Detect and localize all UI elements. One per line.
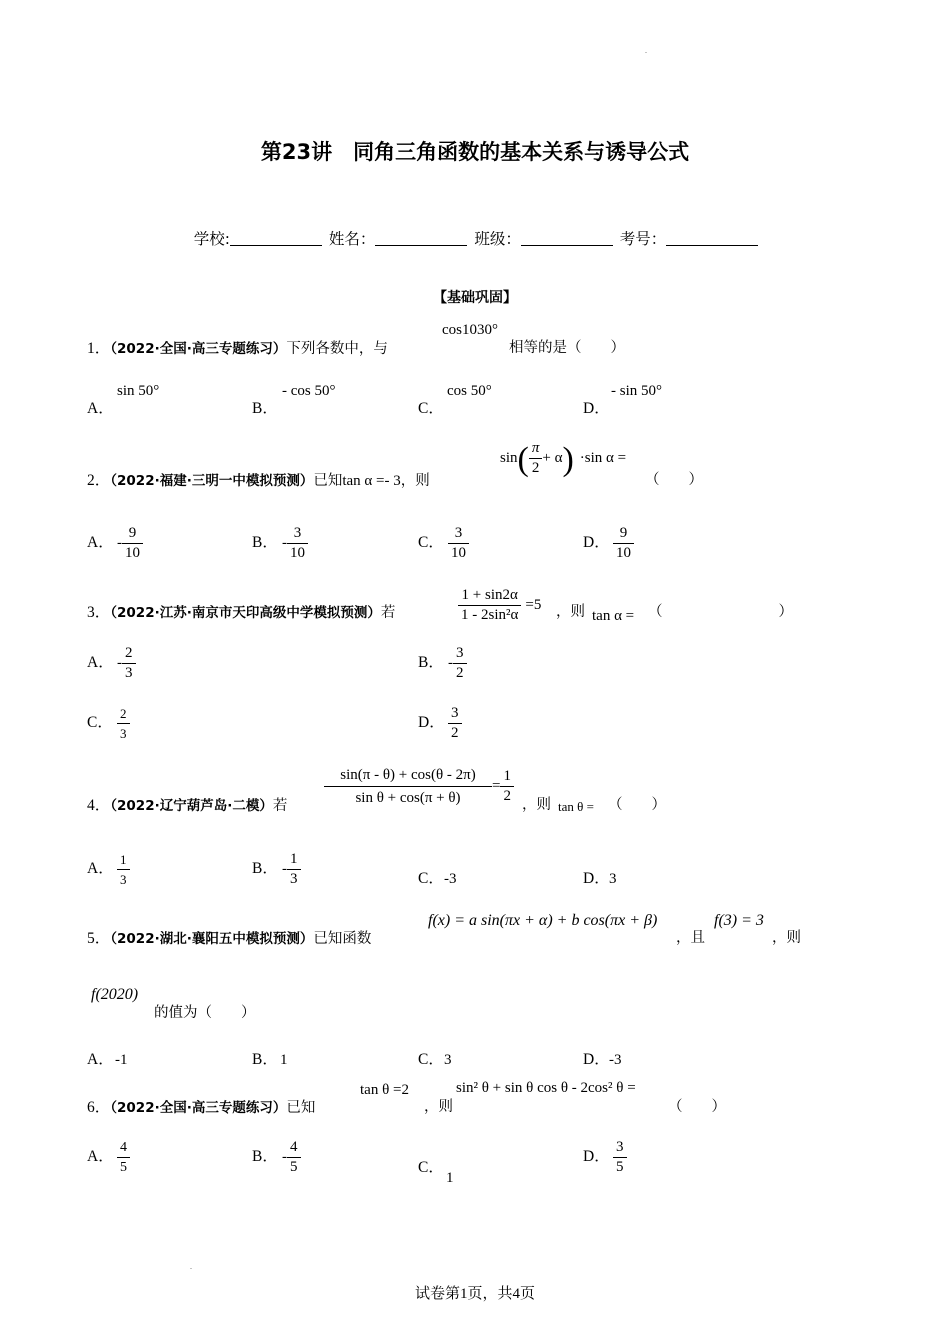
q4-rhs-num: 1 [500,767,514,787]
option-fraction [287,524,308,563]
q4-eq: = [492,777,501,794]
option-label: C． [418,870,444,887]
frac-den: 3 [120,872,127,887]
q4-rhs [500,767,514,806]
q6-option-a[interactable] [87,1138,130,1177]
q3-option-c[interactable] [87,704,130,743]
option-label: D． [583,1051,610,1068]
q6-stem-mid: ，则 [424,1099,453,1115]
q1-option-c-value: cos 50° [447,383,492,399]
q4-fraction [324,764,492,809]
frac-num: 1 [117,850,130,870]
q2-expression [500,439,626,479]
q5-option-d[interactable] [583,1047,622,1069]
question-stem: 已知 [286,1100,316,1116]
q6-option-b[interactable] [252,1138,301,1177]
q4-option-b[interactable] [252,850,301,889]
q4-rhs-den: 2 [503,788,511,804]
option-label: D． [583,400,610,417]
option-label: A． [87,860,114,878]
q3-fraction [458,586,521,625]
question-stem: 已知函数 [313,931,372,947]
q6-option-c[interactable] [418,1155,454,1186]
q2-given: tan α =- 3 [342,473,401,489]
q4-stem-after: （ ） [608,797,666,813]
option-label: D． [583,534,610,552]
question-5 [87,926,371,948]
name-label: 姓名： [328,230,376,248]
q2-func: sin [500,449,518,466]
option-fraction [117,704,130,743]
question-source: （2022·江苏·南京市天印高级中学模拟预测） [110,605,381,621]
exam-number-blank[interactable] [666,231,758,246]
question-6 [87,1095,315,1117]
option-sign: - [282,1149,287,1166]
option-sign: - [117,655,122,672]
frac-den: 5 [120,1160,127,1175]
school-label: 学校: [193,230,230,248]
q5-line2-expression: f(2020) [91,986,139,1003]
question-number: 5． [87,930,111,947]
q6-option-d[interactable] [583,1138,627,1177]
frac-num: 3 [287,524,308,544]
frac-num: 3 [448,524,469,544]
option-value: 3 [444,1052,452,1068]
option-label: D． [418,714,445,732]
q3-frac-num: 1 + sin2α [458,586,521,606]
option-fraction [117,850,130,889]
question-stem: 若 [272,798,288,814]
option-fraction [453,644,467,683]
question-stem: 下列各数中，与 [286,341,388,357]
section-heading: 【基础巩固】 [433,290,517,306]
q5-option-b[interactable] [252,1047,288,1069]
footer-dot: . [190,1262,192,1271]
page-title: 第23讲 同角三角函数的基本关系与诱导公式 [260,140,690,164]
frac-den: 3 [120,726,127,741]
frac-num: 2 [122,644,136,664]
q2-stem-mid: ，则 [400,473,430,489]
option-fraction [613,524,634,563]
q1-expression: cos1030° [442,322,498,338]
corner-dot: . [645,46,647,55]
q2-lparen: ( [517,440,529,478]
q2-tail: ·sin α = [579,449,627,466]
frac-num: 1 [287,850,301,870]
option-label: B． [418,654,444,672]
question-number: 3． [87,604,111,621]
question-number: 1． [87,340,111,357]
option-label: C． [418,1159,444,1176]
option-label: C． [418,400,444,417]
option-fraction [122,644,136,683]
frac-den: 10 [125,545,140,561]
question-source: （2022·全国·高三专题练习） [110,1100,287,1116]
option-value: 3 [609,871,617,887]
option-sign: - [282,535,287,552]
question-3 [87,600,395,622]
frac-num: 3 [613,1138,627,1158]
q3-option-b[interactable] [418,644,467,683]
q1-option-b[interactable] [252,396,278,418]
question-stem: 已知 [313,473,343,489]
frac-den: 5 [290,1159,298,1175]
option-fraction [448,524,469,563]
question-number: 6． [87,1099,111,1116]
frac-num: 2 [117,704,130,724]
frac-num: 3 [448,704,462,724]
q5-option-a[interactable] [87,1047,128,1069]
q3-option-a[interactable] [87,644,136,683]
q6-given: tan θ =2 [360,1082,409,1098]
question-number: 2． [87,472,111,489]
q2-stem-after: （ ） [645,472,703,488]
question-source: （2022·全国·高三专题练习） [110,341,287,357]
option-label: A． [87,1148,114,1166]
question-stem: 若 [380,605,396,621]
frac-num: 4 [117,1138,130,1158]
option-value: -3 [444,871,457,887]
q4-option-c[interactable] [418,866,457,888]
frac-den: 10 [290,545,305,561]
question-number: 4． [87,797,111,814]
question-source: （2022·福建·三明一中模拟预测） [110,473,314,489]
q1-stem-after: 相等的是（ ） [509,340,625,356]
option-label: C． [418,1051,444,1068]
q3-stem-mid: ，则 [556,604,585,620]
frac-den: 3 [290,871,298,887]
q1-option-a[interactable] [87,396,114,418]
q4-expression [324,764,514,809]
option-label: A． [87,1051,114,1068]
frac-den: 10 [616,545,631,561]
option-label: B． [252,1051,278,1068]
question-4 [87,793,287,815]
option-fraction [287,850,301,889]
q5-function: f(x) = a sin(πx + α) + b cos(πx + β) [428,912,658,929]
option-sign: - [282,861,287,878]
question-1 [87,336,388,358]
q6-expression: sin² θ + sin θ cos θ - 2cos² θ = [456,1080,636,1096]
option-label: C． [418,534,444,552]
frac-den: 3 [125,665,133,681]
q5-stem-mid: ，且 [676,930,705,946]
q4-target: tan θ = [558,799,594,814]
q2-rparen: ) [562,440,574,478]
q3-target: tan α = [592,608,635,624]
q4-option-a[interactable] [87,850,130,889]
option-label: B． [252,400,278,417]
option-sign: - [448,655,453,672]
option-value: 1 [446,1170,454,1186]
option-fraction [448,704,462,743]
option-fraction [122,524,143,563]
q4-stem-mid: ，则 [522,797,551,813]
q5-option-c[interactable] [418,1047,452,1069]
option-label: A． [87,654,114,672]
frac-den: 5 [616,1159,624,1175]
q6-stem-after: （ ） [668,1099,726,1115]
option-fraction [613,1138,627,1177]
option-label: B． [252,534,278,552]
option-label: D． [583,1148,610,1166]
q2-frac-den: 2 [531,460,540,476]
q2-option-b[interactable] [252,524,308,563]
frac-den: 10 [451,545,466,561]
q2-frac-num: π [529,439,543,459]
school-blank[interactable] [230,231,322,246]
class-blank[interactable] [521,231,613,246]
option-fraction [287,1138,301,1177]
q4-frac-den: sin θ + cos(π + θ) [355,790,461,806]
option-label: D． [583,870,610,887]
page-footer: 试卷第1页，共4页 [414,1286,535,1302]
q2-plus-alpha: + α [542,449,563,466]
q5-stem-after: ，则 [772,930,801,946]
q2-option-c[interactable] [418,524,469,563]
q4-frac-num: sin(π - θ) + cos(θ - 2π) [324,764,492,787]
option-label: A． [87,400,114,417]
option-fraction [117,1138,130,1177]
name-blank[interactable] [375,231,467,246]
frac-num: 4 [287,1138,301,1158]
q3-eq: =5 [525,596,542,613]
question-source: （2022·辽宁葫芦岛·二模） [110,798,273,814]
frac-num: 9 [122,524,143,544]
q1-option-d[interactable] [583,396,610,418]
q2-fraction [529,439,543,478]
q5-condition: f(3) = 3 [714,912,764,929]
option-label: C． [87,714,113,732]
q1-option-d-value: - sin 50° [611,383,662,399]
student-info-line [0,227,950,249]
q5-line2-text: 的值为（ ） [154,1005,256,1021]
option-sign: - [117,535,122,552]
q1-option-b-value: - cos 50° [282,383,336,399]
frac-num: 9 [613,524,634,544]
option-value: -3 [609,1052,622,1068]
frac-den: 2 [456,665,464,681]
q1-option-c[interactable] [418,396,444,418]
q4-option-d[interactable] [583,866,617,888]
q3-stem-after: （ ） [648,604,793,620]
option-label: A． [87,534,114,552]
q3-frac-den: 1 - 2sin²α [461,607,519,623]
q3-option-d[interactable] [418,704,462,743]
frac-num: 3 [453,644,467,664]
q2-option-a[interactable] [87,524,143,563]
q2-option-d[interactable] [583,524,634,563]
question-2 [87,468,430,490]
q3-expression [458,586,541,625]
option-value: -1 [115,1052,128,1068]
question-source: （2022·湖北·襄阳五中模拟预测） [110,931,314,947]
q1-option-a-value: sin 50° [117,383,160,399]
frac-den: 2 [451,725,459,741]
exam-number-label: 考号： [619,230,667,248]
option-label: B． [252,860,278,878]
option-value: 1 [280,1052,288,1068]
class-label: 班级： [474,230,521,248]
option-label: B． [252,1148,278,1166]
